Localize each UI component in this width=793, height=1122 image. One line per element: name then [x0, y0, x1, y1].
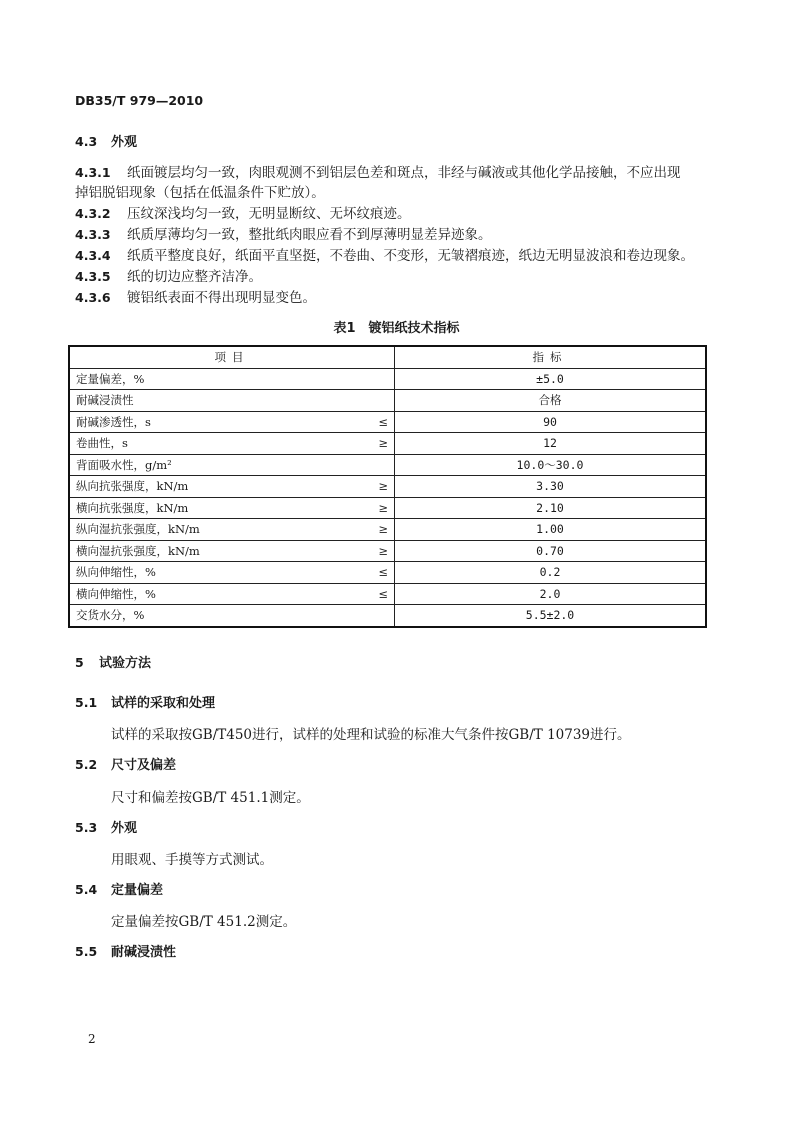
table-row	[69, 605, 706, 627]
subsection-heading-5-5	[75, 941, 176, 960]
row-comparator	[342, 368, 395, 390]
clause-number: 4.3.6	[75, 290, 111, 305]
row-comparator: ≤	[342, 411, 395, 433]
row-item-name: 纵向湿抗张强度，kN/m	[69, 519, 342, 541]
row-value: 2.10	[395, 497, 707, 519]
row-item-name: 耐碱浸渍性	[69, 390, 342, 412]
row-value: 5.5±2.0	[395, 605, 707, 627]
row-value: 0.2	[395, 562, 707, 584]
clause-number: 4.3.2	[75, 206, 111, 221]
subsection-title: 定量偏差	[111, 883, 164, 898]
clause-4-3-3	[75, 223, 492, 243]
row-item-name: 横向抗张强度，kN/m	[69, 497, 342, 519]
clause-text: 纸质平整度良好，纸面平直坚挺，不卷曲、不变形，无皱褶痕迹，纸边无明显波浪和卷边现象。	[127, 248, 694, 264]
row-value: 合格	[395, 390, 707, 412]
table-row	[69, 433, 706, 455]
clause-4-3-1-continued	[75, 181, 325, 201]
row-value: 10.0～30.0	[395, 454, 707, 476]
technical-spec-table	[68, 345, 707, 628]
row-value: 1.00	[395, 519, 707, 541]
row-comparator: ≤	[342, 562, 395, 584]
row-item-name: 纵向抗张强度，kN/m	[69, 476, 342, 498]
subsection-title: 尺寸及偏差	[111, 758, 177, 773]
row-comparator: ≥	[342, 476, 395, 498]
clause-number: 4.3.3	[75, 227, 111, 242]
row-item-name: 定量偏差，%	[69, 368, 342, 390]
clause-4-3-2	[75, 202, 411, 222]
document-code: DB35/T 979—2010	[75, 93, 204, 108]
table-header-row	[69, 346, 706, 368]
page-number: 2	[88, 1032, 96, 1046]
clause-text: 压纹深浅均匀一致，无明显断纹、无坏纹痕迹。	[127, 206, 411, 222]
subsection-title: 外观	[111, 821, 138, 836]
subsection-text-5-3: 用眼观、手摸等方式测试。	[111, 852, 273, 868]
row-value: 2.0	[395, 583, 707, 605]
row-value: 90	[395, 411, 707, 433]
clause-number: 4.3.5	[75, 269, 111, 284]
clause-text: 纸的切边应整齐洁净。	[127, 269, 262, 285]
subsection-text-5-1: 试样的采取按GB/T450进行，试样的处理和试验的标准大气条件按GB/T 10739进行。	[111, 727, 631, 743]
subsection-title: 试样的采取和处理	[111, 696, 216, 711]
table-row	[69, 476, 706, 498]
subsection-heading-5-3	[75, 817, 137, 836]
row-comparator	[342, 454, 395, 476]
subsection-heading-5-1	[75, 692, 215, 711]
row-comparator: ≥	[342, 497, 395, 519]
row-item-name: 耐碱渗透性，s	[69, 411, 342, 433]
row-item-name: 交货水分，%	[69, 605, 342, 627]
clause-4-3-5	[75, 265, 262, 285]
subsection-text-5-2: 尺寸和偏差按GB/T 451.1测定。	[111, 790, 310, 806]
subsection-number: 5.4	[75, 882, 98, 897]
row-value: 3.30	[395, 476, 707, 498]
row-comparator: ≤	[342, 583, 395, 605]
clause-text: 掉铝脱铝现象（包括在低温条件下贮放）。	[75, 185, 325, 201]
clause-number: 4.3.4	[75, 248, 111, 263]
row-value: 0.70	[395, 540, 707, 562]
clause-text: 纸质厚薄均匀一致，整批纸肉眼应看不到厚薄明显差异迹象。	[127, 227, 492, 243]
row-comparator: ≥	[342, 433, 395, 455]
section-title: 试验方法	[99, 656, 152, 671]
subsection-title: 耐碱浸渍性	[111, 945, 177, 960]
section-title: 外观	[111, 135, 138, 150]
row-item-name: 纵向伸缩性，%	[69, 562, 342, 584]
table-caption: 表1 镀铝纸技术指标	[333, 321, 460, 336]
subsection-number: 5.3	[75, 820, 98, 835]
clause-4-3-4	[75, 244, 694, 264]
row-comparator	[342, 390, 395, 412]
subsection-number: 5.2	[75, 757, 98, 772]
table-row	[69, 540, 706, 562]
table-row	[69, 497, 706, 519]
row-item-name: 横向湿抗张强度，kN/m	[69, 540, 342, 562]
subsection-number: 5.1	[75, 695, 98, 710]
section-number: 4.3	[75, 134, 98, 149]
table-row	[69, 368, 706, 390]
table-row	[69, 454, 706, 476]
row-comparator	[342, 605, 395, 627]
column-header-value: 指标	[395, 346, 707, 368]
section-number: 5	[75, 655, 84, 670]
table-row	[69, 411, 706, 433]
table-row	[69, 519, 706, 541]
section-heading-5	[75, 652, 151, 671]
row-item-name: 卷曲性，s	[69, 433, 342, 455]
row-comparator: ≥	[342, 519, 395, 541]
column-header-item: 项目	[69, 346, 395, 368]
row-item-name: 背面吸水性，g/m²	[69, 454, 342, 476]
clause-number: 4.3.1	[75, 165, 111, 180]
row-item-name: 横向伸缩性，%	[69, 583, 342, 605]
row-comparator: ≥	[342, 540, 395, 562]
subsection-text-5-4: 定量偏差按GB/T 451.2测定。	[111, 914, 297, 930]
subsection-heading-5-4	[75, 879, 163, 898]
subsection-number: 5.5	[75, 944, 98, 959]
table-row	[69, 562, 706, 584]
row-value: ±5.0	[395, 368, 707, 390]
table-row	[69, 390, 706, 412]
clause-text: 纸面镀层均匀一致，肉眼观测不到铝层色差和斑点，非经与碱液或其他化学品接触，不应出现	[127, 165, 681, 181]
clause-text: 镀铝纸表面不得出现明显变色。	[127, 290, 316, 306]
clause-4-3-6	[75, 286, 316, 306]
row-value: 12	[395, 433, 707, 455]
table-row	[69, 583, 706, 605]
subsection-heading-5-2	[75, 754, 176, 773]
section-heading-4-3	[75, 131, 137, 150]
clause-4-3-1	[75, 161, 681, 181]
